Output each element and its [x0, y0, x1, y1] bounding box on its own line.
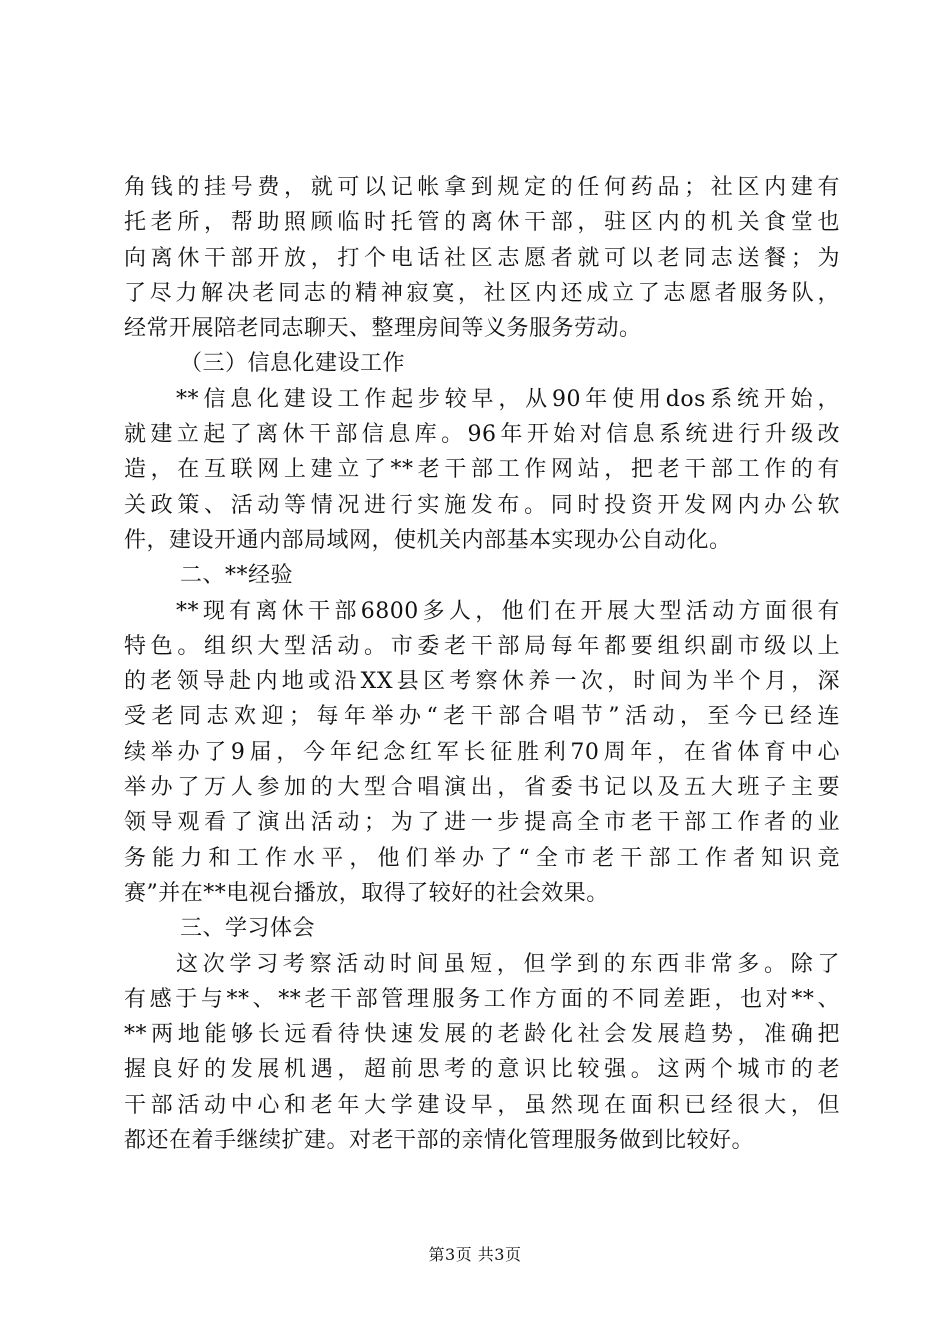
body-line: 受老同志欢迎；每年举办“老干部合唱节”活动，至今已经连 [124, 704, 840, 730]
body-line: 的老领导赴内地或沿XX县区考察休养一次，时间为半个月，深 [124, 669, 840, 695]
body-line: 举办了万人参加的大型合唱演出，省委书记以及五大班子主要 [124, 775, 840, 801]
body-line: 角钱的挂号费，就可以记帐拿到规定的任何药品；社区内建有 [124, 175, 840, 200]
body-line: **信息化建设工作起步较早，从90年使用dos系统开始， [176, 386, 840, 412]
body-line: **两地能够长远看待快速发展的老龄化社会发展趋势，准确把 [124, 1022, 840, 1048]
body-line: 向离休干部开放，打个电话社区志愿者就可以老同志送餐；为 [124, 245, 840, 271]
body-line: 赛”并在**电视台播放，取得了较好的社会效果。 [124, 880, 609, 906]
body-line: 造，在互联网上建立了**老干部工作网站，把老干部工作的有 [124, 457, 840, 483]
body-line: 这次学习考察活动时间虽短，但学到的东西非常多。除了 [176, 951, 840, 977]
body-line: 续举办了9届，今年纪念红军长征胜利70周年，在省体育中心 [124, 739, 840, 765]
section-heading: 三、学习体会 [180, 916, 316, 942]
body-line: 关政策、活动等情况进行实施发布。同时投资开发网内办公软 [124, 492, 840, 518]
body-line: 特色。组织大型活动。市委老干部局每年都要组织副市级以上 [124, 633, 840, 659]
body-line: 托老所，帮助照顾临时托管的离休干部，驻区内的机关食堂也 [124, 210, 840, 236]
section-heading: （三）信息化建设工作 [180, 351, 406, 377]
body-line: 握良好的发展机遇，超前思考的意识比较强。这两个城市的老 [124, 1057, 840, 1083]
body-line: 就建立起了离休干部信息库。96年开始对信息系统进行升级改 [124, 422, 840, 448]
document-body [124, 170, 840, 1158]
body-line: 经常开展陪老同志聊天、整理房间等义务服务劳动。 [124, 316, 642, 342]
body-line: 领导观看了演出活动；为了进一步提高全市老干部工作者的业 [124, 810, 840, 836]
page-number-footer: 第3页 共3页 [428, 1245, 522, 1264]
body-line: 都还在着手继续扩建。对老干部的亲情化管理服务做到比较好。 [124, 1128, 755, 1154]
body-line: 务能力和工作水平，他们举办了“全市老干部工作者知识竞 [124, 845, 840, 871]
body-line: 有感于与**、**老干部管理服务工作方面的不同差距，也对**、 [124, 986, 840, 1012]
body-line: 件，建设开通内部局域网，使机关内部基本实现办公自动化。 [124, 527, 732, 553]
body-line: 干部活动中心和老年大学建设早，虽然现在面积已经很大，但 [124, 1092, 840, 1118]
section-heading: 二、**经验 [180, 563, 294, 589]
body-line: **现有离休干部6800多人，他们在开展大型活动方面很有 [176, 598, 840, 624]
body-line: 了尽力解决老同志的精神寂寞，社区内还成立了志愿者服务队， [124, 280, 840, 306]
